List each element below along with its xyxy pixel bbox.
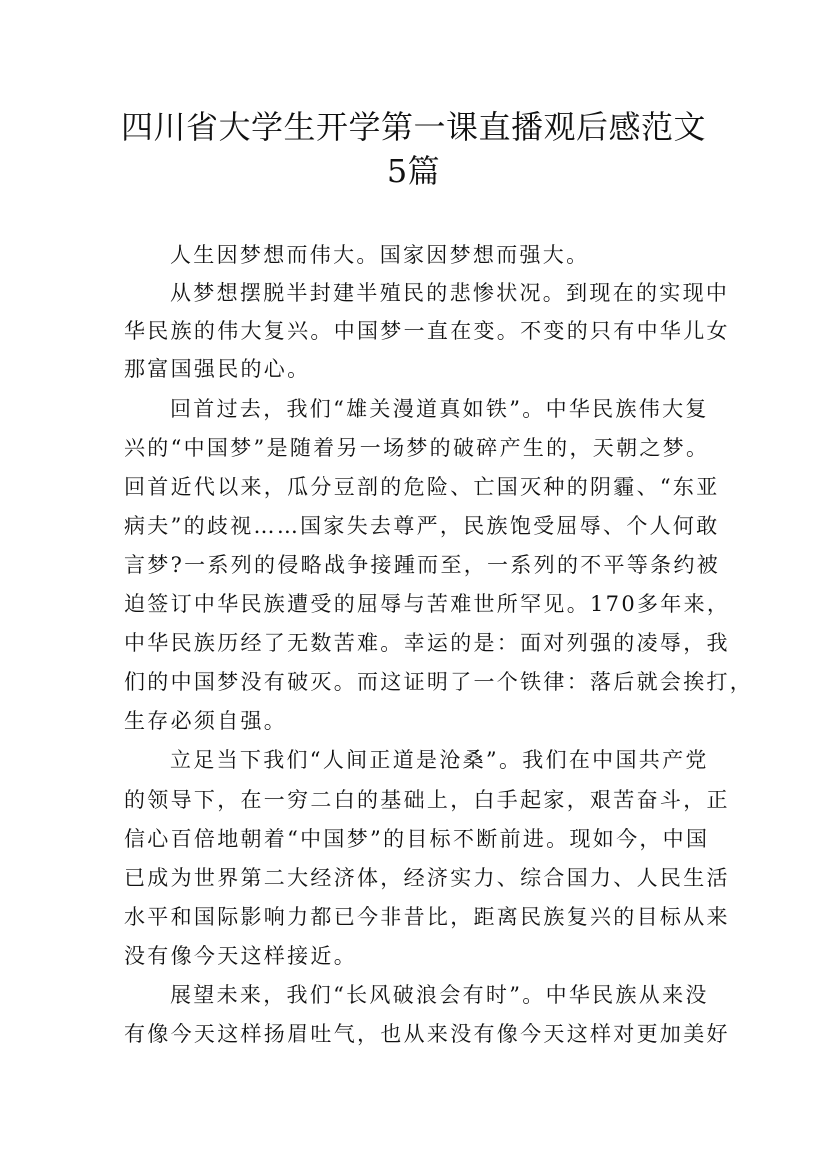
body-line: 言梦?一系列的侵略战争接踵而至，一系列的不平等条约被 — [124, 553, 721, 577]
body-line: 华民族的伟大复兴。中国梦一直在变。不变的只有中华儿女 — [124, 319, 730, 343]
body-line: 水平和国际影响力都已今非昔比，距离民族复兴的目标从来 — [124, 905, 730, 929]
body-line: 信心百倍地朝着“中国梦”的目标不断前进。现如今，中国 — [124, 827, 710, 851]
body-line: 那富国强民的心。 — [124, 357, 311, 381]
body-line: 立足当下我们“人间正道是沧桑”。我们在中国共产党 — [170, 748, 709, 772]
body-line: 回首过去，我们“雄关漫道真如铁”。中华民族伟大复 — [170, 397, 709, 421]
body-line: 兴的“中国梦”是随着另一场梦的破碎产生的，天朝之梦。 — [124, 436, 710, 460]
body-line: 中华民族历经了无数苦难。幸运的是：面对列强的凌辱，我 — [124, 631, 730, 655]
body-line: 病夫”的歧视……国家失去尊严，民族饱受屈辱、个人何敢 — [124, 514, 720, 538]
body-line: 们的中国梦没有破灭。而这证明了一个铁律：落后就会挨打， — [124, 670, 754, 694]
body-line: 有像今天这样扬眉吐气，也从来没有像今天这样对更加美好 — [124, 1022, 730, 1046]
document-title-line-1: 四川省大学生开学第一课直播观后感范文 — [120, 108, 706, 146]
body-line: 的领导下，在一穷二白的基础上，白手起家，艰苦奋斗，正 — [124, 788, 730, 812]
body-line: 展望未来，我们“长风破浪会有时”。中华民族从来没 — [170, 983, 709, 1007]
body-line: 从梦想摆脱半封建半殖民的悲惨状况。到现在的实现中 — [170, 281, 730, 305]
body-line: 生存必须自强。 — [124, 709, 288, 733]
body-line: 没有像今天这样接近。 — [124, 944, 357, 968]
document-title-line-2: 5篇 — [386, 152, 441, 190]
body-line: 已成为世界第二大经济体，经济实力、综合国力、人民生活 — [124, 866, 730, 890]
body-line: 迫签订中华民族遭受的屈辱与苦难世所罕见。170多年来， — [124, 592, 731, 616]
body-line: 人生因梦想而伟大。国家因梦想而强大。 — [170, 243, 590, 267]
body-line: 回首近代以来，瓜分豆剖的危险、亡国灭种的阴霾、“东亚 — [124, 475, 720, 499]
